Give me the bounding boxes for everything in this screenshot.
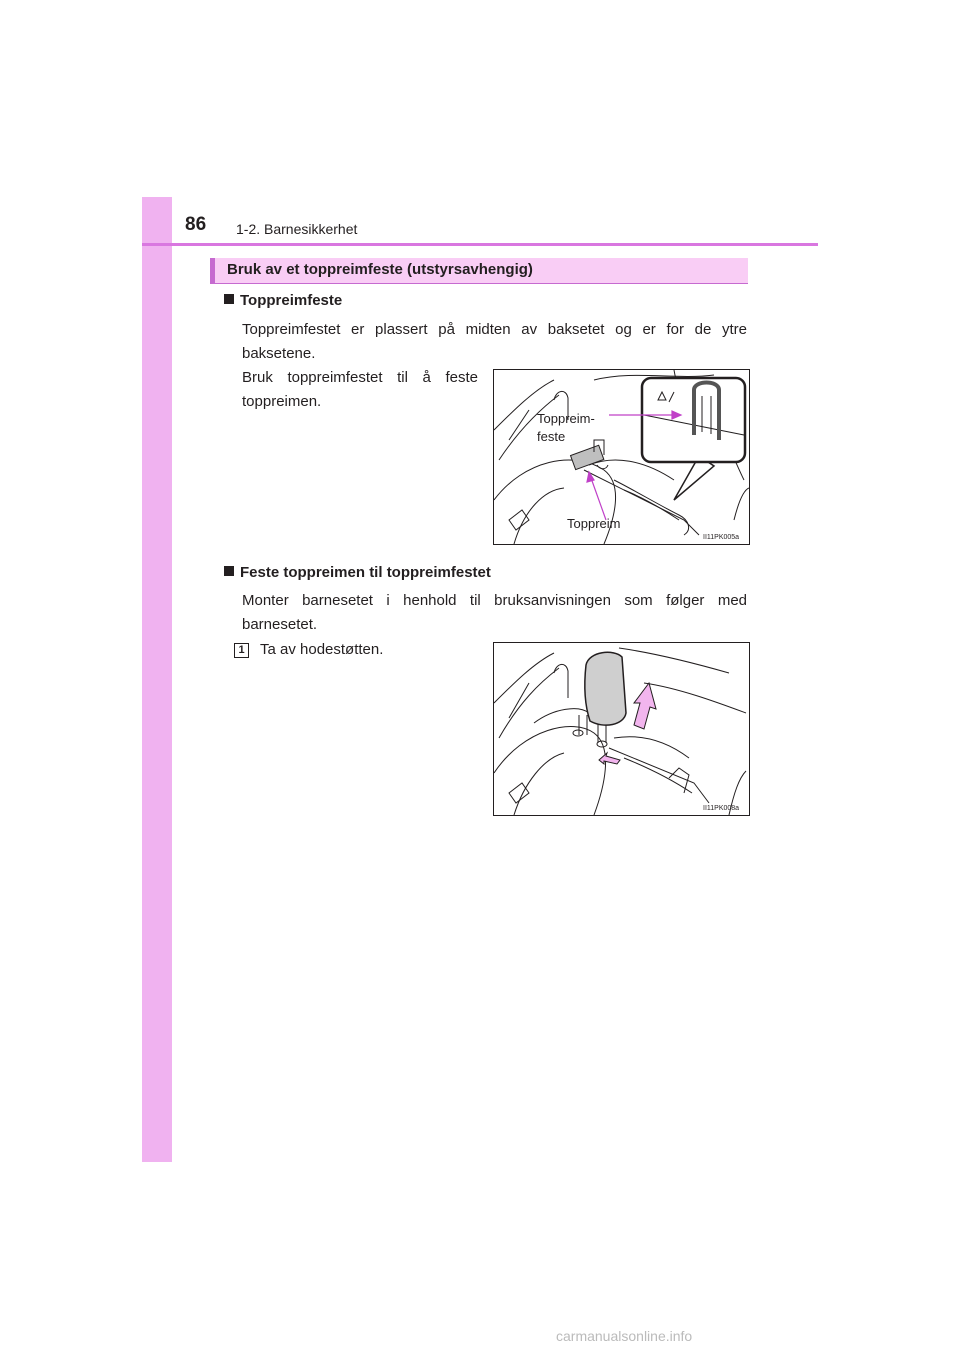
tether-anchor-illustration xyxy=(494,370,749,544)
section-title: Bruk av et toppreimfeste (utstyrsavhengig) xyxy=(227,261,533,278)
figure-remove-headrest xyxy=(493,642,750,816)
page-number: 86 xyxy=(185,214,207,235)
chapter-sidebar xyxy=(142,197,172,1162)
figure-code: II11PK005a xyxy=(703,534,740,541)
chapter-title: 1-2. Barnesikkerhet xyxy=(236,221,358,237)
step-number: 1 xyxy=(234,643,249,658)
figure-tether-anchor xyxy=(493,369,750,545)
topic1-instruction: Bruk toppreimfestet til å feste toppreimen. xyxy=(242,369,478,410)
topic1-heading: Toppreimfeste xyxy=(240,292,343,309)
topic2-heading-row xyxy=(224,564,491,581)
square-bullet-icon xyxy=(224,294,234,304)
watermark: carmanualsonline.info xyxy=(556,1328,693,1344)
figure-code: II11PK008a xyxy=(703,805,740,812)
section-header xyxy=(210,258,748,284)
step-text: Ta av hodestøtten. xyxy=(260,641,384,658)
topic2-heading: Feste toppreimen til toppreimfestet xyxy=(240,564,491,581)
label-anchor-line2: feste xyxy=(537,429,566,444)
header-divider xyxy=(142,243,818,246)
headrest-illustration xyxy=(494,643,749,815)
label-anchor-line1: Toppreim- xyxy=(537,411,595,426)
label-strap: Toppreim xyxy=(567,516,621,531)
topic2-paragraph: Monter barnesetet i henhold til bruksanvisningen som følger med barnesetet. xyxy=(242,592,747,633)
topic1-heading-row xyxy=(224,292,342,309)
square-bullet-icon xyxy=(224,566,234,576)
topic1-paragraph: Toppreimfestet er plassert på midten av baksetet og er for de ytre baksetene. xyxy=(242,321,747,362)
